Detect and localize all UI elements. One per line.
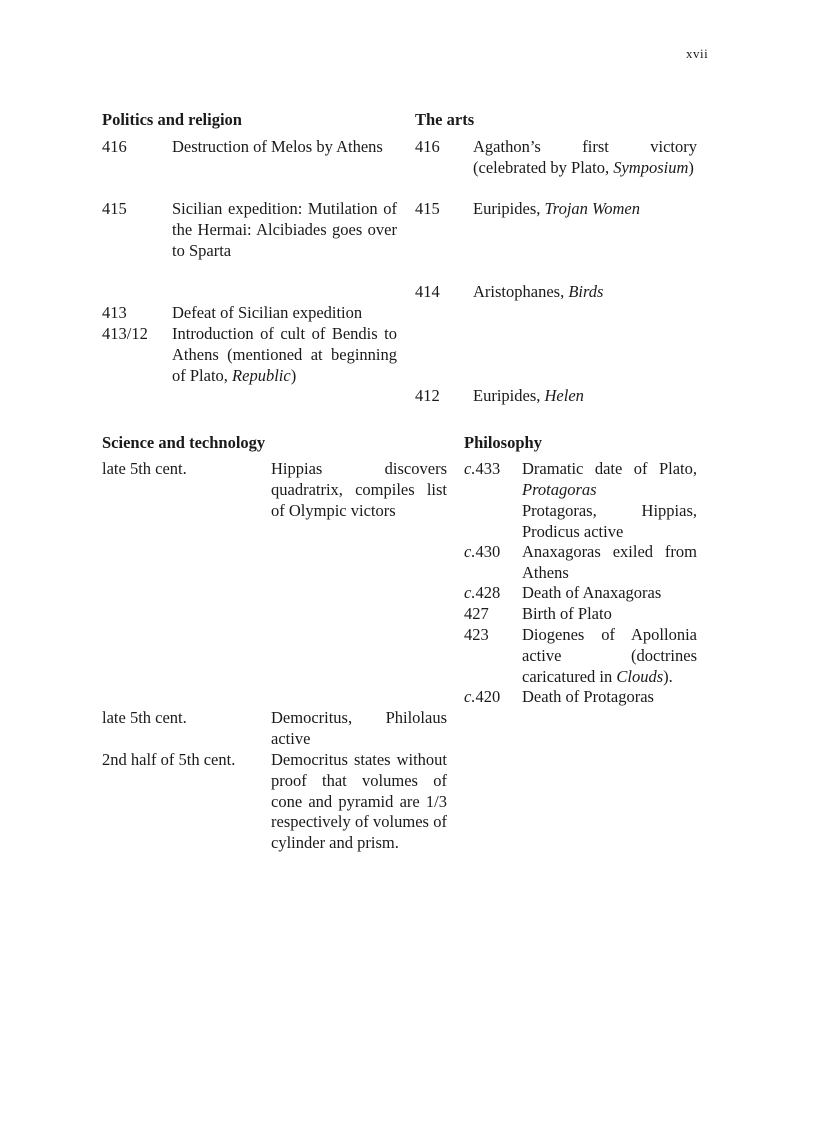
- politics-entry-416: Destruction of Melos by Athens: [172, 137, 383, 156]
- politics-entry-415: Sicilian expedition: Mutilation of the Hermai: Alcibiades goes over to Sparta: [172, 199, 397, 260]
- politics-year-416: 416: [102, 137, 127, 156]
- circa-mark: c.: [464, 687, 476, 706]
- entry-text-end: ): [290, 365, 297, 385]
- arts-heading: The arts: [415, 110, 475, 129]
- entry-text-end: ): [688, 157, 694, 177]
- science-entry-1: Hippias discovers quadratrix, compiles list of Olympic victors: [271, 459, 447, 520]
- entry-text: Euripides,: [473, 199, 545, 218]
- politics-year-413-12: 413/12: [102, 324, 148, 343]
- work-title: Republic: [232, 365, 291, 385]
- politics-entry-413: Defeat of Sicilian expedition: [172, 303, 363, 322]
- philosophy-year-420: [464, 687, 500, 708]
- philosophy-entry-433: [522, 459, 697, 501]
- politics-heading: Politics and religion: [102, 110, 242, 129]
- philosophy-entry-420: Death of Protagoras: [522, 687, 654, 706]
- circa-mark: c.: [464, 459, 476, 478]
- year: 430: [475, 542, 501, 561]
- entry-text: Diogenes of Apollonia active (doctrines caricatured in: [522, 625, 697, 686]
- philosophy-year-423: 423: [464, 625, 489, 644]
- science-heading: Science and technology: [102, 433, 266, 452]
- philosophy-entry-423: [522, 625, 697, 687]
- work-title: Clouds: [616, 666, 664, 686]
- politics-year-415: 415: [102, 199, 127, 218]
- year: 428: [475, 583, 501, 602]
- philosophy-year-433: [464, 459, 500, 480]
- work-title: Trojan Women: [544, 199, 641, 218]
- arts-entry-416: [473, 137, 697, 179]
- philosophy-year-428: [464, 583, 500, 604]
- philosophy-heading: Philosophy: [464, 433, 542, 452]
- work-title: Symposium: [613, 157, 689, 177]
- science-entry-2: Democritus, Philolaus active: [271, 708, 447, 748]
- work-title: Helen: [544, 386, 584, 405]
- philosophy-entry-428: Death of Anaxagoras: [522, 583, 662, 602]
- philosophy-year-430: [464, 542, 500, 563]
- year: 433: [475, 459, 501, 478]
- work-title: Protagoras: [522, 479, 597, 499]
- philosophy-entry-427: Birth of Plato: [522, 604, 612, 623]
- arts-year-416: 416: [415, 137, 440, 156]
- politics-entry-413-12: [172, 324, 397, 386]
- circa-mark: c.: [464, 583, 476, 602]
- entry-text: Introduction of cult of Bendis to Athens (mentioned at beginning of Plato,: [172, 324, 397, 385]
- arts-entry-415: [473, 199, 697, 220]
- entry-text: Agathon’s first victory (celebrated by Plato,: [473, 137, 697, 177]
- philosophy-year-427: 427: [464, 604, 489, 623]
- philosophy-entry-430: Anaxagoras exiled from Athens: [522, 542, 697, 582]
- science-date-1: late 5th cent.: [102, 459, 187, 478]
- entry-text: Dramatic date of Plato,: [522, 459, 697, 478]
- work-title: Birds: [568, 282, 604, 301]
- year: 420: [475, 687, 501, 706]
- philosophy-entry-sophists: Protagoras, Hippias, Prodicus active: [522, 501, 697, 541]
- arts-year-415: 415: [415, 199, 440, 218]
- entry-text: Euripides,: [473, 386, 545, 405]
- arts-year-412: 412: [415, 386, 440, 405]
- page-number: xvii: [686, 46, 709, 61]
- arts-year-414: 414: [415, 282, 440, 301]
- arts-entry-414: [473, 282, 697, 303]
- circa-mark: c.: [464, 542, 476, 561]
- science-entry-3: Democritus states without proof that volumes of cone and pyramid are 1/3 respectively of volumes of cylinder and prism.: [271, 750, 447, 853]
- science-date-3: 2nd half of 5th cent.: [102, 750, 236, 769]
- politics-year-413: 413: [102, 303, 127, 322]
- entry-text: Aristophanes,: [473, 282, 569, 301]
- entry-text-end: ).: [663, 666, 673, 686]
- arts-entry-412: [473, 386, 697, 407]
- science-date-2: late 5th cent.: [102, 708, 187, 727]
